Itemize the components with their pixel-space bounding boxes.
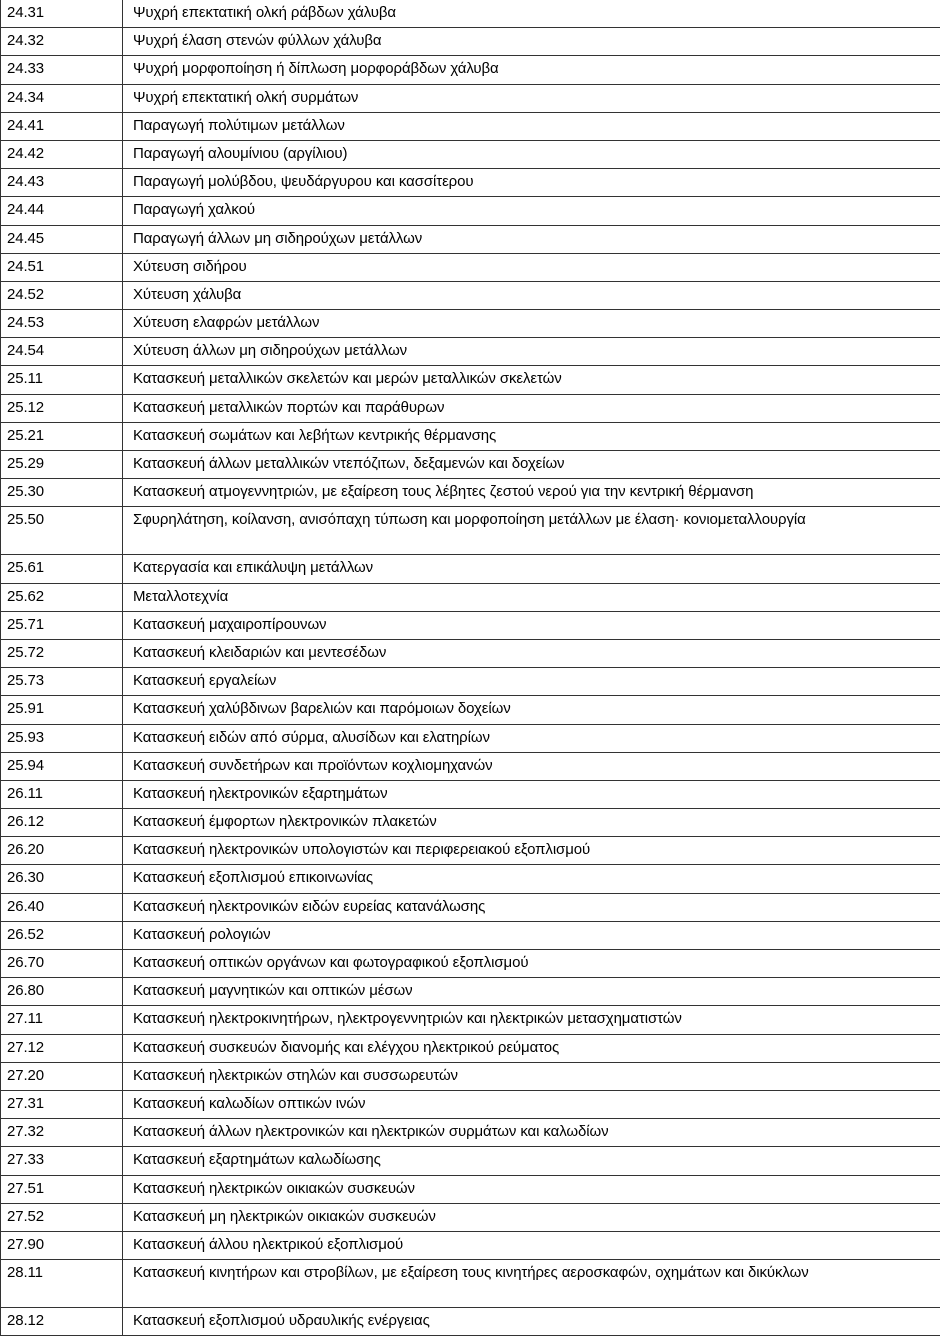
table-row (1, 1260, 940, 1308)
activity-code: 24.42 (1, 140, 123, 168)
activity-description: Κατασκευή οπτικών οργάνων και φωτογραφικού εξοπλισμού (123, 950, 940, 978)
activity-description: Κατασκευή κινητήρων και στροβίλων, με εξαίρεση τους κινητήρες αεροσκαφών, οχημάτων και δικύκλων (123, 1260, 940, 1308)
activity-code: 25.91 (1, 696, 123, 724)
table-row (1, 310, 940, 338)
activity-description: Κατασκευή μαγνητικών και οπτικών μέσων (123, 978, 940, 1006)
activity-description: Κατασκευή άλλων ηλεκτρονικών και ηλεκτρικών συρμάτων και καλωδίων (123, 1119, 940, 1147)
table-row (1, 950, 940, 978)
activity-description: Μεταλλοτεχνία (123, 583, 940, 611)
table-row (1, 1034, 940, 1062)
table-row (1, 1119, 940, 1147)
activity-description: Παραγωγή αλουμίνιου (αργίλιου) (123, 140, 940, 168)
activity-code: 27.31 (1, 1090, 123, 1118)
table-row (1, 0, 940, 28)
table-row (1, 1147, 940, 1175)
table-row (1, 281, 940, 309)
activity-description: Χύτευση άλλων μη σιδηρούχων μετάλλων (123, 338, 940, 366)
activity-code: 25.12 (1, 394, 123, 422)
table-row (1, 1090, 940, 1118)
table-row (1, 28, 940, 56)
activity-description: Ψυχρή επεκτατική ολκή συρμάτων (123, 84, 940, 112)
activity-description: Κατασκευή άλλων μεταλλικών ντεπόζιτων, δεξαμενών και δοχείων (123, 451, 940, 479)
table-row (1, 451, 940, 479)
activity-code: 26.80 (1, 978, 123, 1006)
activity-description: Κατασκευή ατμογεννητριών, με εξαίρεση τους λέβητες ζεστού νερού για την κεντρική θέρμανση (123, 479, 940, 507)
activity-code: 27.32 (1, 1119, 123, 1147)
table-row (1, 611, 940, 639)
activity-description: Κατασκευή μη ηλεκτρικών οικιακών συσκευών (123, 1203, 940, 1231)
activity-code: 24.43 (1, 169, 123, 197)
activity-description: Κατασκευή σωμάτων και λεβήτων κεντρικής θέρμανσης (123, 422, 940, 450)
activity-description: Παραγωγή χαλκού (123, 197, 940, 225)
table-row (1, 169, 940, 197)
table-row (1, 507, 940, 555)
table-row (1, 583, 940, 611)
activity-code: 26.20 (1, 837, 123, 865)
activity-description: Κατασκευή μεταλλικών πορτών και παράθυρων (123, 394, 940, 422)
activity-code: 26.30 (1, 865, 123, 893)
activity-code: 28.12 (1, 1308, 123, 1336)
table-row (1, 893, 940, 921)
activity-description: Ψυχρή έλαση στενών φύλλων χάλυβα (123, 28, 940, 56)
table-row (1, 724, 940, 752)
activity-code: 24.45 (1, 225, 123, 253)
activity-description: Κατασκευή εξοπλισμού επικοινωνίας (123, 865, 940, 893)
activity-description: Παραγωγή άλλων μη σιδηρούχων μετάλλων (123, 225, 940, 253)
activity-code: 26.52 (1, 921, 123, 949)
table-row (1, 140, 940, 168)
table-row (1, 1006, 940, 1034)
table-row (1, 780, 940, 808)
activity-description: Κατασκευή ηλεκτρικών στηλών και συσσωρευτών (123, 1062, 940, 1090)
activity-description: Κατασκευή μαχαιροπίρουνων (123, 611, 940, 639)
activity-description: Παραγωγή πολύτιμων μετάλλων (123, 112, 940, 140)
table-row (1, 112, 940, 140)
activity-description: Κατασκευή έμφορτων ηλεκτρονικών πλακετών (123, 809, 940, 837)
activity-description: Κατασκευή ηλεκτροκινητήρων, ηλεκτρογεννητριών και ηλεκτρικών μετασχηματιστών (123, 1006, 940, 1034)
activity-code: 24.44 (1, 197, 123, 225)
table-row (1, 639, 940, 667)
activity-description: Κατασκευή άλλου ηλεκτρικού εξοπλισμού (123, 1231, 940, 1259)
table-body (1, 0, 940, 1336)
activity-code: 25.94 (1, 752, 123, 780)
activity-code: 25.30 (1, 479, 123, 507)
table-row (1, 366, 940, 394)
table-row (1, 696, 940, 724)
activity-description: Κατασκευή καλωδίων οπτικών ινών (123, 1090, 940, 1118)
table-row (1, 422, 940, 450)
activity-description: Κατασκευή εξοπλισμού υδραυλικής ενέργειας (123, 1308, 940, 1336)
activity-description: Κατασκευή ηλεκτρονικών υπολογιστών και περιφερειακού εξοπλισμού (123, 837, 940, 865)
table-row (1, 752, 940, 780)
activity-code: 27.90 (1, 1231, 123, 1259)
activity-code: 25.62 (1, 583, 123, 611)
activity-description: Κατασκευή συσκευών διανομής και ελέγχου ηλεκτρικού ρεύματος (123, 1034, 940, 1062)
activity-code: 24.34 (1, 84, 123, 112)
table-row (1, 84, 940, 112)
table-row (1, 479, 940, 507)
activity-code: 26.11 (1, 780, 123, 808)
table-row (1, 1231, 940, 1259)
table-row (1, 921, 940, 949)
table-row (1, 56, 940, 84)
activity-code: 24.33 (1, 56, 123, 84)
table-row (1, 809, 940, 837)
activity-description: Κατασκευή εξαρτημάτων καλωδίωσης (123, 1147, 940, 1175)
activity-code: 24.31 (1, 0, 123, 28)
activity-description: Παραγωγή μολύβδου, ψευδάργυρου και κασσίτερου (123, 169, 940, 197)
activity-code: 25.11 (1, 366, 123, 394)
table-row (1, 225, 940, 253)
activity-description: Κατασκευή ρολογιών (123, 921, 940, 949)
activity-code: 25.93 (1, 724, 123, 752)
table-row (1, 1175, 940, 1203)
table-row (1, 338, 940, 366)
activity-code: 25.61 (1, 555, 123, 583)
activity-description: Χύτευση χάλυβα (123, 281, 940, 309)
table-row (1, 197, 940, 225)
activity-description: Κατασκευή εργαλείων (123, 668, 940, 696)
activity-code: 27.51 (1, 1175, 123, 1203)
activity-description: Χύτευση ελαφρών μετάλλων (123, 310, 940, 338)
activity-description: Κατασκευή συνδετήρων και προϊόντων κοχλιομηχανών (123, 752, 940, 780)
table-row (1, 1308, 940, 1336)
activity-code: 27.20 (1, 1062, 123, 1090)
table-row (1, 253, 940, 281)
activity-code: 26.70 (1, 950, 123, 978)
activity-code: 26.40 (1, 893, 123, 921)
activity-code: 28.11 (1, 1260, 123, 1308)
activity-code: 24.51 (1, 253, 123, 281)
activity-code: 25.50 (1, 507, 123, 555)
table-row (1, 555, 940, 583)
activity-description: Κατεργασία και επικάλυψη μετάλλων (123, 555, 940, 583)
activity-code: 24.32 (1, 28, 123, 56)
table-row (1, 865, 940, 893)
activity-code: 25.71 (1, 611, 123, 639)
table-row (1, 394, 940, 422)
activity-description: Κατασκευή κλειδαριών και μεντεσέδων (123, 639, 940, 667)
activity-description: Χύτευση σιδήρου (123, 253, 940, 281)
activity-code: 25.21 (1, 422, 123, 450)
activity-description: Κατασκευή ηλεκτρικών οικιακών συσκευών (123, 1175, 940, 1203)
table-row (1, 1062, 940, 1090)
activity-code: 25.72 (1, 639, 123, 667)
activity-code: 25.29 (1, 451, 123, 479)
activity-description: Κατασκευή μεταλλικών σκελετών και μερών μεταλλικών σκελετών (123, 366, 940, 394)
activity-code: 24.52 (1, 281, 123, 309)
activity-code: 24.53 (1, 310, 123, 338)
activity-code: 27.33 (1, 1147, 123, 1175)
activity-code: 24.41 (1, 112, 123, 140)
activity-code: 24.54 (1, 338, 123, 366)
table-row (1, 837, 940, 865)
activity-description: Κατασκευή ηλεκτρονικών ειδών ευρείας κατανάλωσης (123, 893, 940, 921)
activity-description: Κατασκευή ειδών από σύρμα, αλυσίδων και ελατηρίων (123, 724, 940, 752)
activity-description: Κατασκευή ηλεκτρονικών εξαρτημάτων (123, 780, 940, 808)
table-row (1, 1203, 940, 1231)
table-row (1, 668, 940, 696)
activity-description: Σφυρηλάτηση, κοίλανση, ανισόπαχη τύπωση και μορφοποίηση μετάλλων με έλαση· κονιομεταλλουργία (123, 507, 940, 555)
activity-code: 27.12 (1, 1034, 123, 1062)
table-row (1, 978, 940, 1006)
activity-code: 27.11 (1, 1006, 123, 1034)
activity-description: Κατασκευή χαλύβδινων βαρελιών και παρόμοιων δοχείων (123, 696, 940, 724)
activity-code: 26.12 (1, 809, 123, 837)
activity-description: Ψυχρή επεκτατική ολκή ράβδων χάλυβα (123, 0, 940, 28)
activity-description: Ψυχρή μορφοποίηση ή δίπλωση μορφοράβδων χάλυβα (123, 56, 940, 84)
activity-code: 27.52 (1, 1203, 123, 1231)
activity-code: 25.73 (1, 668, 123, 696)
